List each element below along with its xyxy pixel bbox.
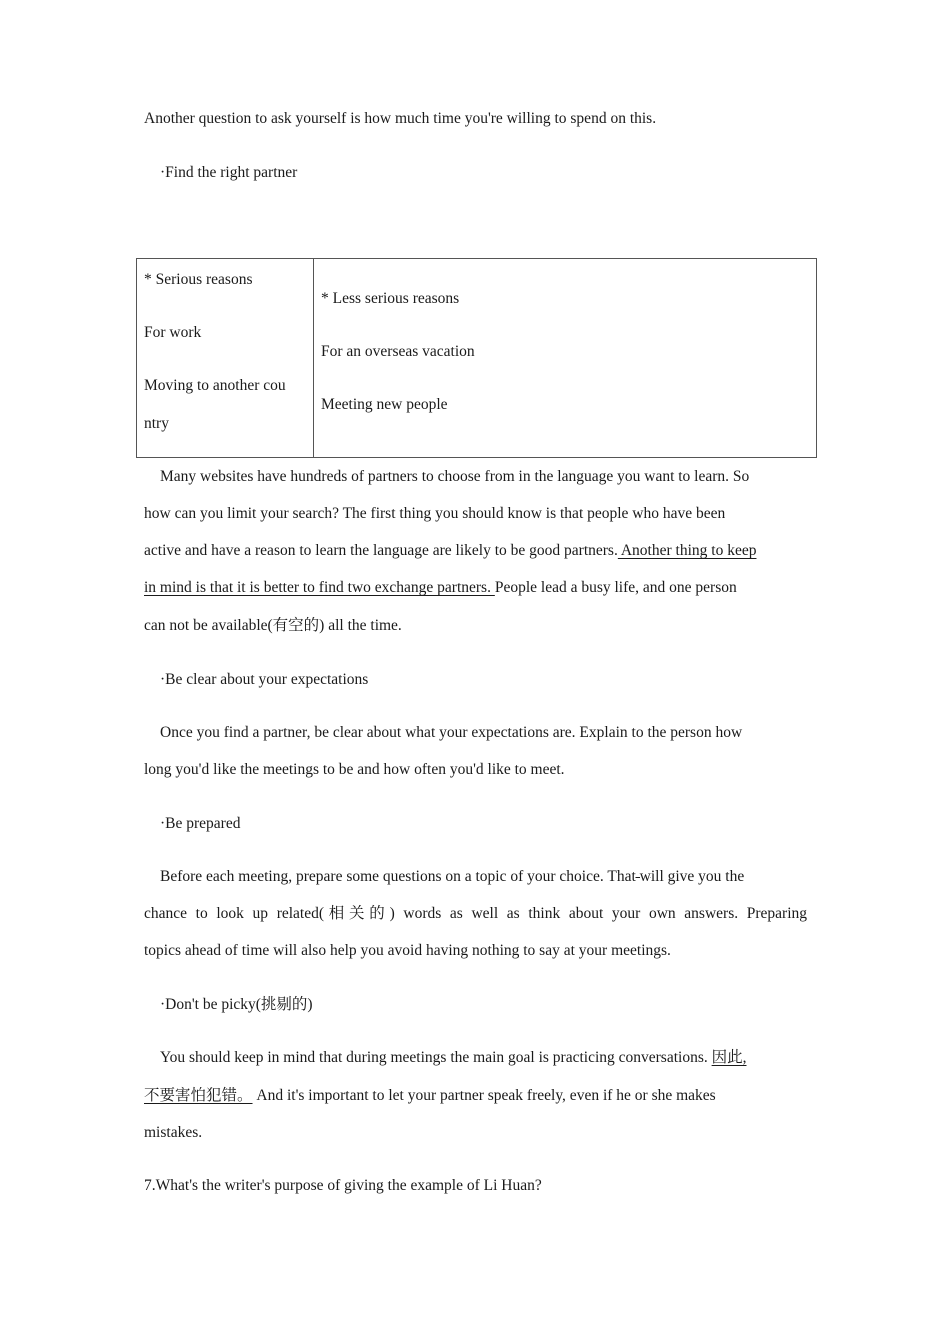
serious-reasons-title: * Serious reasons [144, 271, 253, 288]
prepared-para-line-1 [160, 867, 744, 887]
heading-expectations: ·Be clear about your expectations [160, 671, 369, 688]
heading-find-partner: ·Find the right partner [160, 164, 298, 181]
partner-para-line-4 [144, 578, 737, 598]
reason-meeting-people: Meeting new people [321, 396, 448, 413]
serious-reasons-cell [137, 259, 314, 458]
reason-vacation: For an overseas vacation [321, 343, 475, 360]
question-7: 7.What's the writer's purpose of giving the example of Li Huan? [144, 1177, 542, 1194]
struck-word: hat w [616, 868, 651, 885]
expect-para-line-2: long you'd like the meetings to be and how often you'd like to meet. [144, 761, 565, 778]
picky-para-line-2 [144, 1086, 716, 1106]
heading-picky: ·Don't be picky(挑剔的) [160, 996, 313, 1013]
reason-moving-cont: ntry [144, 415, 169, 432]
underlined-sentence-end: in mind is that it is better to find two exchange partners. [144, 579, 495, 596]
picky-para-line-1-text: You should keep in mind that during meetings the main goal is practicing conversations. [160, 1049, 712, 1066]
prepared-para-line-3: topics ahead of time will also help you avoid having nothing to say at your meetings. [144, 942, 671, 959]
partner-para-line-3-text: active and have a reason to learn the language are likely to be good partners. [144, 542, 618, 559]
prepared-para-line-1-c: ill give you the [650, 868, 745, 885]
partner-para-line-1: Many websites have hundreds of partners to choose from in the language you want to learn. So [160, 468, 750, 485]
picky-para-line-1 [160, 1048, 747, 1068]
reason-moving: Moving to another cou [144, 377, 286, 394]
reasons-table [136, 258, 817, 458]
expect-para-line-1: Once you find a partner, be clear about what your expectations are. Explain to the person how [160, 724, 743, 741]
partner-para-line-5: can not be available(有空的) all the time. [144, 617, 402, 634]
less-serious-reasons-cell [314, 259, 817, 458]
prepared-para-line-2: chance to look up related(相关的) words as well as think about your own answers. Preparing [144, 905, 807, 922]
reason-work: For work [144, 324, 202, 341]
translation-blank-start: 因此, [711, 1049, 747, 1066]
translation-blank-end: 不要害怕犯错。 [144, 1087, 253, 1104]
prepared-para-line-1-a: Before each meeting, prepare some questions on a topic of your choice. T [160, 868, 617, 885]
underlined-sentence-start: Another thing to keep [617, 542, 757, 559]
less-serious-reasons-title: * Less serious reasons [321, 290, 460, 307]
partner-para-line-3 [144, 541, 756, 561]
partner-para-line-2: how can you limit your search? The first thing you should know is that people who have been [144, 505, 726, 522]
partner-para-line-4-text: People lead a busy life, and one person [494, 579, 737, 596]
heading-prepared: ·Be prepared [160, 815, 241, 832]
intro-line: Another question to ask yourself is how much time you're willing to spend on this. [144, 110, 657, 127]
picky-para-line-3: mistakes. [144, 1124, 203, 1141]
picky-para-line-2-text: And it's important to let your partner speak freely, even if he or she makes [252, 1087, 716, 1104]
